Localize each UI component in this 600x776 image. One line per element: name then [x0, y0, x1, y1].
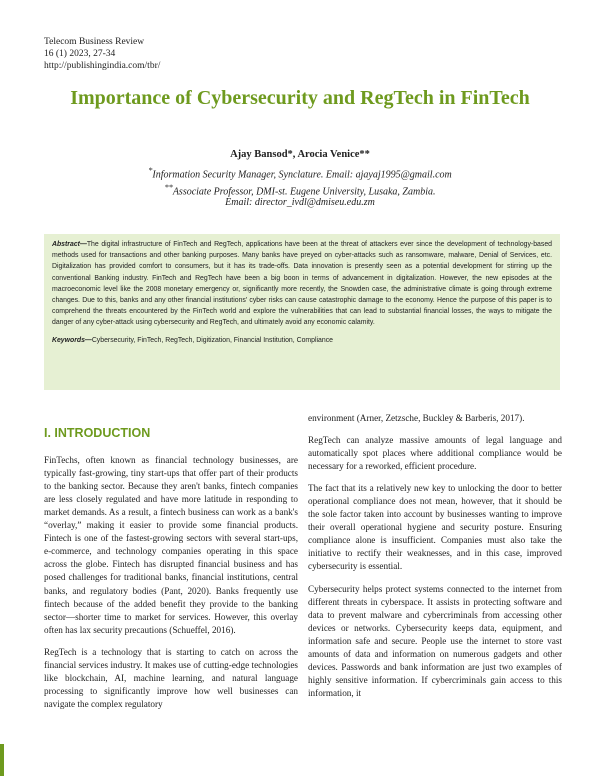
- accent-bar: [0, 744, 4, 776]
- column-left: [44, 412, 298, 720]
- paragraph: environment (Arner, Zetzsche, Buckley & Barberis, 2017).: [308, 413, 525, 423]
- keywords: [52, 335, 552, 346]
- abstract-text: The digital infrastructure of FinTech and RegTech, applications have been at the threat of attackers ever since the development of technology-based methods used for transactions and other banking purposes. Many banks have preyed on cyber-attacks such as ransomware, malware, Denial of Services, etc. Digitalization has provided comfort to consumers, but it has its trade-offs. Data innovation is presently seen as a potential development for stirring up the conventional Banking industry. FinTech and RegTech have been a big boon in terms of advancement in digitalization. However, the new episodes at the macroeconomic level like the 2008 monetary emergency or, significantly more recently, the Snowden case, the administrative climate is going through extreme changes. Due to this, banks and any other financial institutions' cyber risks can cause catastrophic damage to the economy. Hence the purpose of this paper is to comprehend the threats encountered by the FinTech world and explore the vulnerabilities that can lead to substantial financial losses, the ways to mitigate the danger of any cyber-attack using cybersecurity and RegTech, and ultimately avoid any economic calamity.: [52, 241, 552, 327]
- column-right: [308, 412, 562, 709]
- paragraph: RegTech is a technology that is starting to catch on across the financial services industry. It makes use of cutting-edge technologies like blockchain, AI, machine learning, and natural language processing to significantly improve how well businesses can navigate the complex regulatory: [44, 646, 298, 709]
- paragraph: Cybersecurity helps protect systems connected to the internet from different threats in cyberspace. It assists in protecting software and data to prevent malware and cybercriminals from accessing other devices or networks. Cybersecurity keeps data, equipment, and information safe and secure. People use the internet to store vast amounts of data and information on numerous gadgets and other devices. Passwords and bank information are just two examples of highly sensitive information. If cybercriminals gain access to this information, it: [308, 583, 562, 698]
- paragraph: RegTech can analyze massive amounts of legal language and automatically spot places where additional compliance would be necessary for a reworked, efficient procedure.: [308, 435, 562, 472]
- affiliation-first: [40, 164, 560, 181]
- paragraph: The fact that its a relatively new key to unlocking the door to better operational compliance does not mean, however, that it should be the sole factor taken into account by businesses wanting to improve their overall operational hygiene and security posture. Ensuring compliance alone is insufficient. Companies must also take the initiative to rectify their weaknesses, and in this case, improved cybersecurity is essential.: [308, 483, 562, 572]
- journal-url[interactable]: http://publishingindia.com/tbr/: [44, 61, 161, 71]
- journal-info: [44, 36, 160, 72]
- journal-name: Telecom Business Review: [44, 37, 145, 47]
- keywords-label: Keywords—: [52, 336, 92, 344]
- abstract-label: Abstract—: [52, 241, 87, 248]
- paper-title: Importance of Cybersecurity and RegTech in FinTech: [70, 87, 530, 109]
- abstract: [52, 239, 552, 329]
- abstract-box: [44, 234, 560, 390]
- affiliation-marker: **: [164, 183, 173, 192]
- affiliation-text: Information Security Manager, Synclature. Email: ajayaj1995@gmail.com: [152, 169, 452, 181]
- journal-issue: 16 (1) 2023, 27-34: [44, 49, 116, 59]
- keywords-text: Cybersecurity, FinTech, RegTech, Digitization, Financial Institution, Compliance: [91, 336, 333, 344]
- affiliation-text: Associate Professor, DMI-st. Eugene University, Lusaka, Zambia.: [172, 186, 436, 198]
- affiliation-marker: *: [148, 166, 153, 175]
- section-heading: I. INTRODUCTION: [44, 426, 151, 440]
- paragraph: FinTechs, often known as financial technology businesses, are typically fast-growing, tiny start-ups that offer part of their products to the banking sector. Because they aren't banks, fintech companies are less closely regulated and have more latitude in responding to market demands. As a result, a fintech business can work as a bank's “overlay,” making it easier to provide some financial products. Fintech is one of the fastest-growing sectors with several start-ups, e-commerce, and technology companies operating in this space across the globe. Fintech has disrupted financial business and has posed challenges for traditional banks, financial institutions, central banks, and regulatory bodies (Pant, 2020). Banks frequently use fintech because of the added benefit they provide to the banking sector—shorter time to market for services. However, this overlay often has lax security precautions (Schueffel, 2016).: [44, 455, 298, 635]
- authors: Ajay Bansod*, Arocia Venice**: [230, 149, 370, 160]
- affiliation-second-email: Email: director_ivdl@dmiseu.edu.zm: [225, 197, 375, 208]
